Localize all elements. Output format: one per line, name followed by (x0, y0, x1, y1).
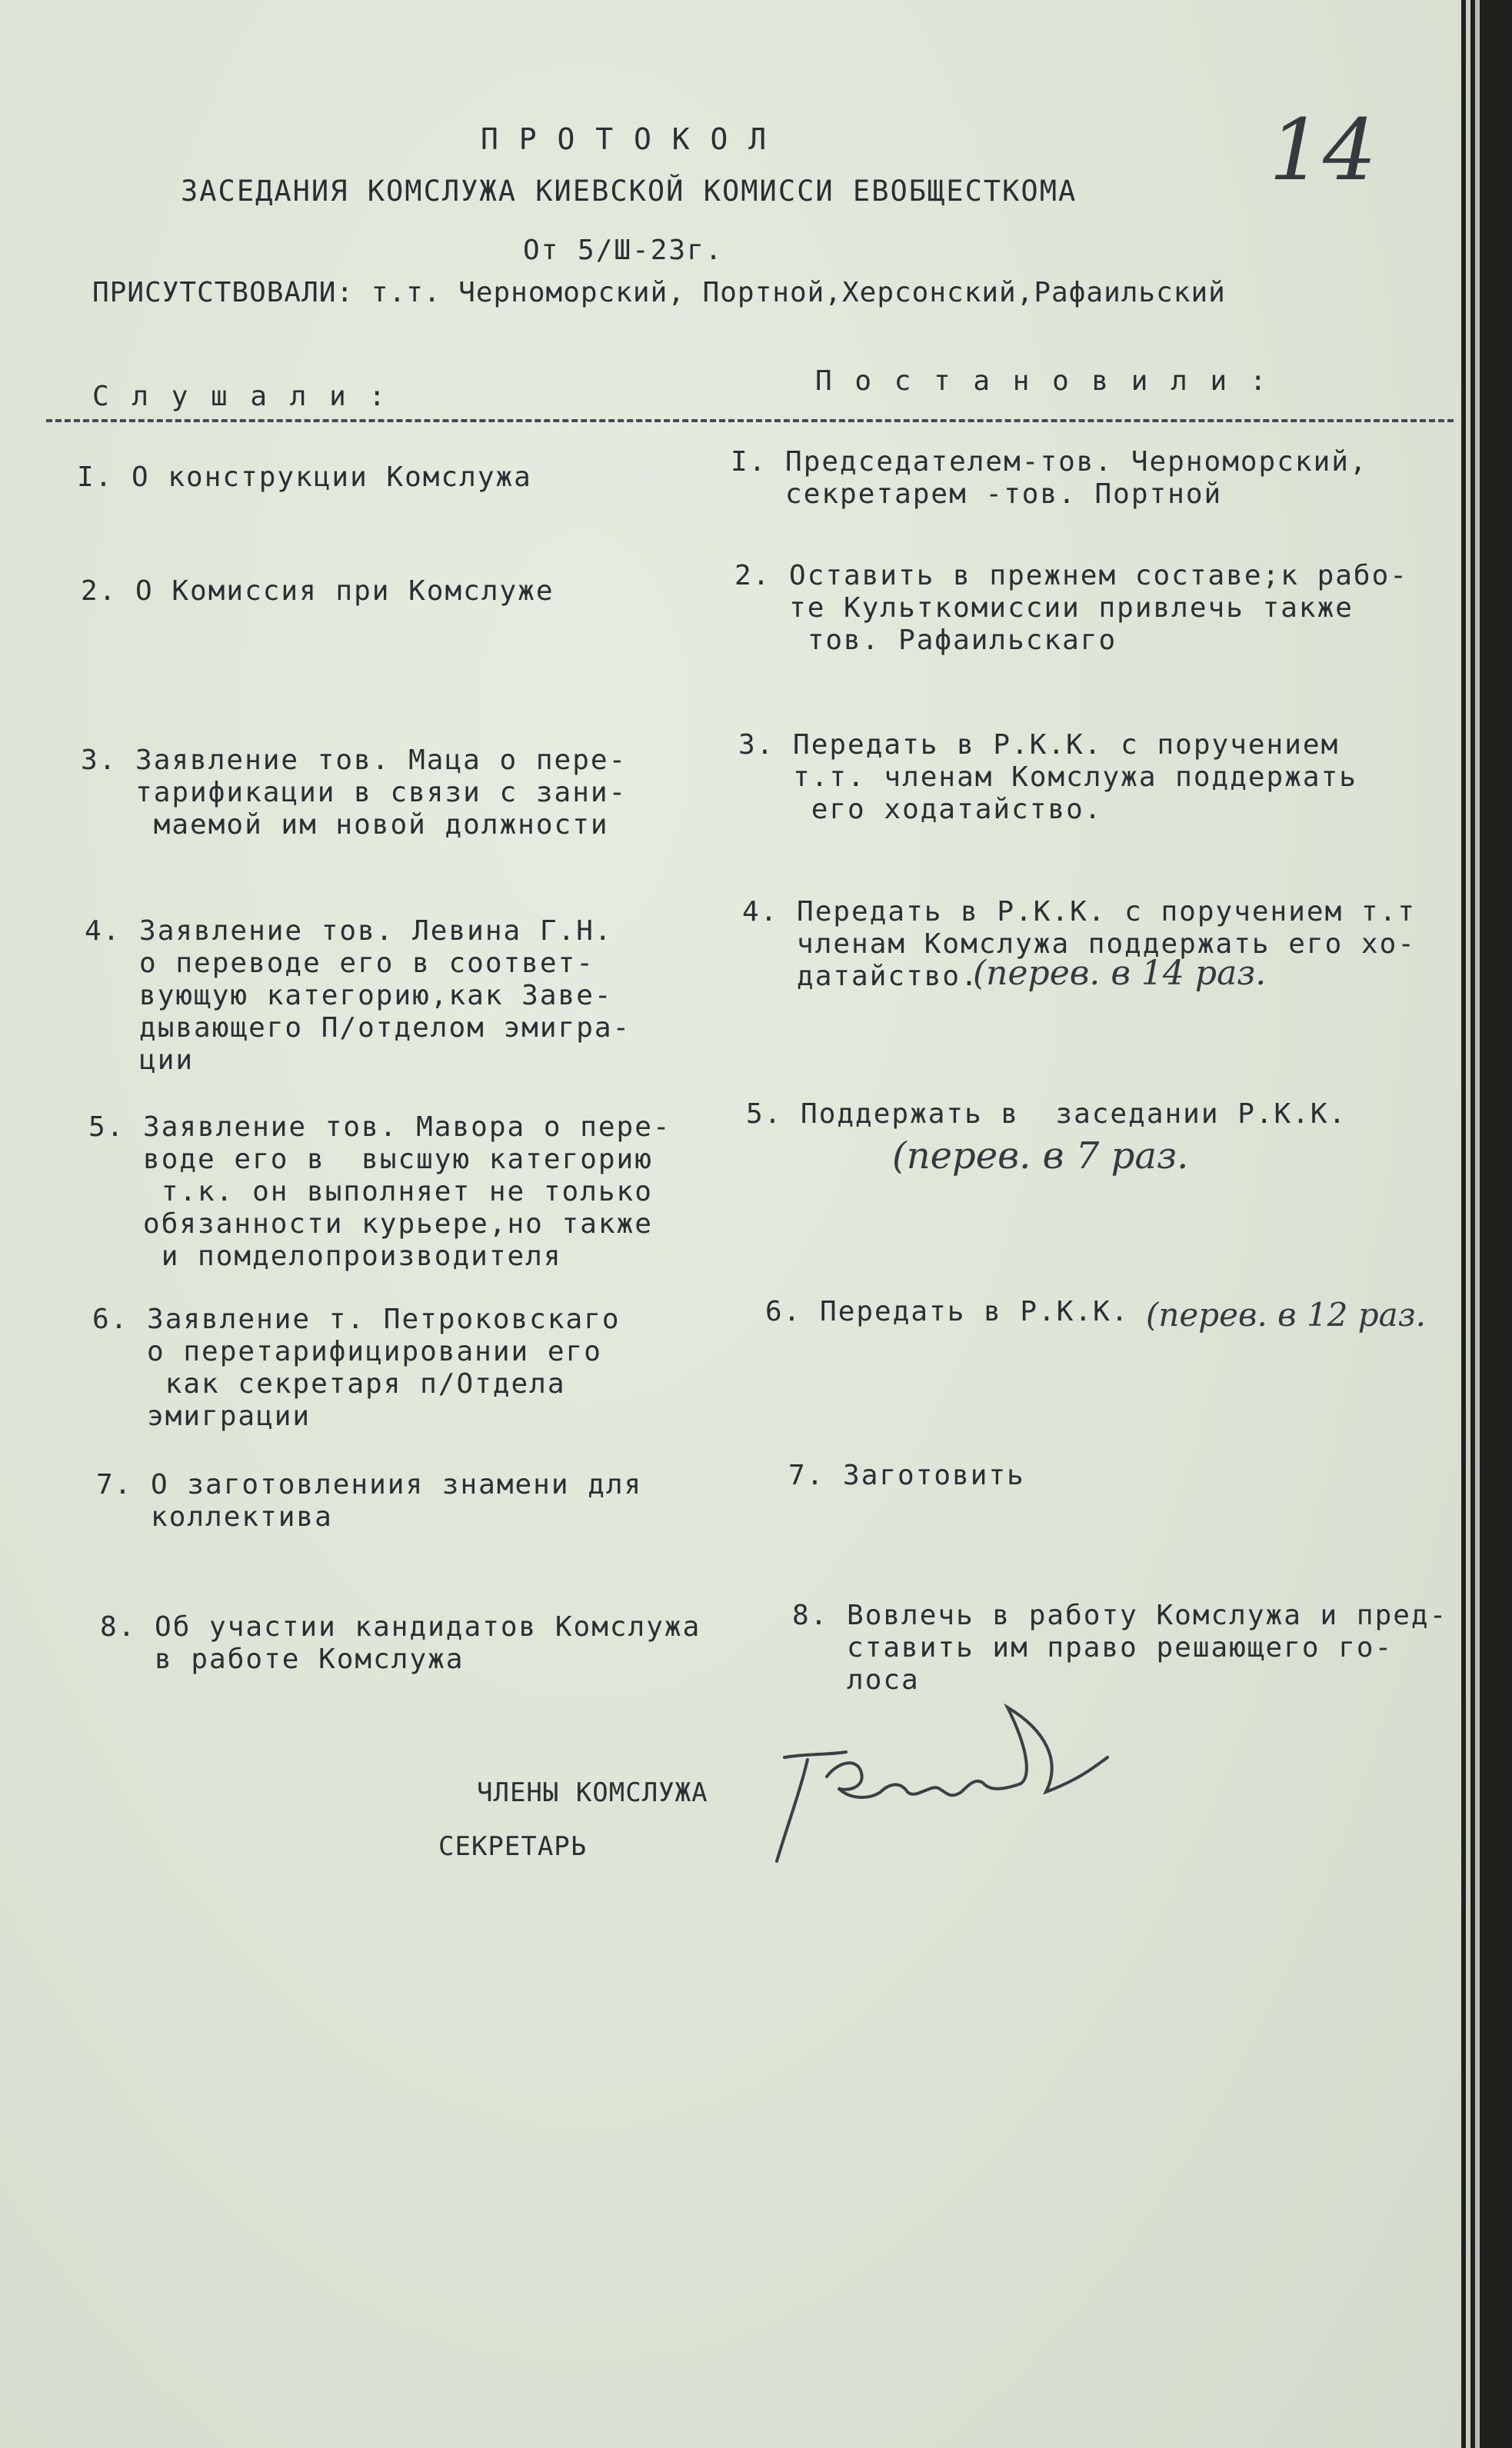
agenda-item-decision: 3. Передать в Р.К.К. с поручением т.т. членам Комслужа поддержать его ходатайство. (738, 729, 1357, 825)
handwritten-note: (перев. в 12 раз. (1146, 1296, 1426, 1334)
members-label: ЧЛЕНЫ КОМСЛУЖА (477, 1777, 708, 1808)
column-heading-decided: П о с т а н о в и л и : (815, 365, 1270, 397)
secretary-label: СЕКРЕТАРЬ (438, 1831, 588, 1862)
agenda-item-decision: 8. Вовлечь в работу Комслужа и пред- ставить им право решающего го- лоса (792, 1600, 1448, 1696)
agenda-item-heard: 8. Об участии кандидатов Комслужа в работе Комслужа (100, 1611, 701, 1675)
agenda-item-heard: 7. О заготовлениия знамени для коллектива (96, 1469, 643, 1533)
agenda-item-heard: I. О конструкции Комслужа (77, 461, 532, 493)
agenda-item-decision: 7. Заготовить (788, 1460, 1025, 1491)
doc-date: От 5/Ш-23г. (523, 235, 724, 266)
agenda-item-heard: 5. Заявление тов. Мавора о пере- воде его в высшую категорию т.к. он выполняет не только обязанности курьере,но также и помделопроизводителя (88, 1111, 671, 1272)
doc-title: П Р О Т О К О Л (481, 122, 768, 156)
agenda-item-decision: 4. Передать в Р.К.К. с поручением т.т членам Комслужа поддержать его хо- датайство. (742, 896, 1416, 992)
signature (754, 1684, 1115, 1884)
agenda-item-heard: 6. Заявление т. Петроковскаго о перетарифицировании его как секретаря п/Отдела эмиграции (92, 1304, 621, 1432)
agenda-item-heard: 3. Заявление тов. Маца о пере- тарификации в связи с зани- маемой им новой должности (81, 744, 628, 841)
dashed-divider (46, 419, 1454, 422)
handwritten-note: (перев. в 14 раз. (973, 954, 1267, 993)
agenda-item-heard: 4. Заявление тов. Левина Г.Н. о переводе его в соответ- вующую категорию,как Заве- дывающего П/отделом эмигра- ции (85, 915, 631, 1076)
attendees: ПРИСУТСТВОВАЛИ: т.т. Черноморский, Портной,Херсонский,Рафаильский (92, 277, 1226, 308)
agenda-item-decision: 2. Оставить в прежнем составе;к рабо- те Культкомиссии привлечь также тов. Рафаильскаго (734, 560, 1408, 656)
agenda-item-decision: 5. Поддержать в заседании Р.К.К. (746, 1098, 1347, 1130)
page-edge (1466, 0, 1470, 2448)
doc-subtitle: ЗАСЕДАНИЯ КОМСЛУЖА КИЕВСКОЙ КОМИССИ ЕВОБЩЕСТКОМА (181, 175, 1077, 208)
handwritten-note: (перев. в 7 раз. (892, 1134, 1189, 1177)
agenda-item-decision: 6. Передать в Р.К.К. (765, 1296, 1130, 1327)
agenda-item-decision: I. Председателем-тов. Черноморский, секретарем -тов. Портной (731, 446, 1368, 510)
column-heading-heard: С л у ш а л и : (92, 381, 389, 412)
page-number: 14 (1269, 101, 1377, 199)
agenda-item-heard: 2. О Комиссия при Комслуже (81, 575, 555, 607)
page-edge (1475, 0, 1480, 2448)
